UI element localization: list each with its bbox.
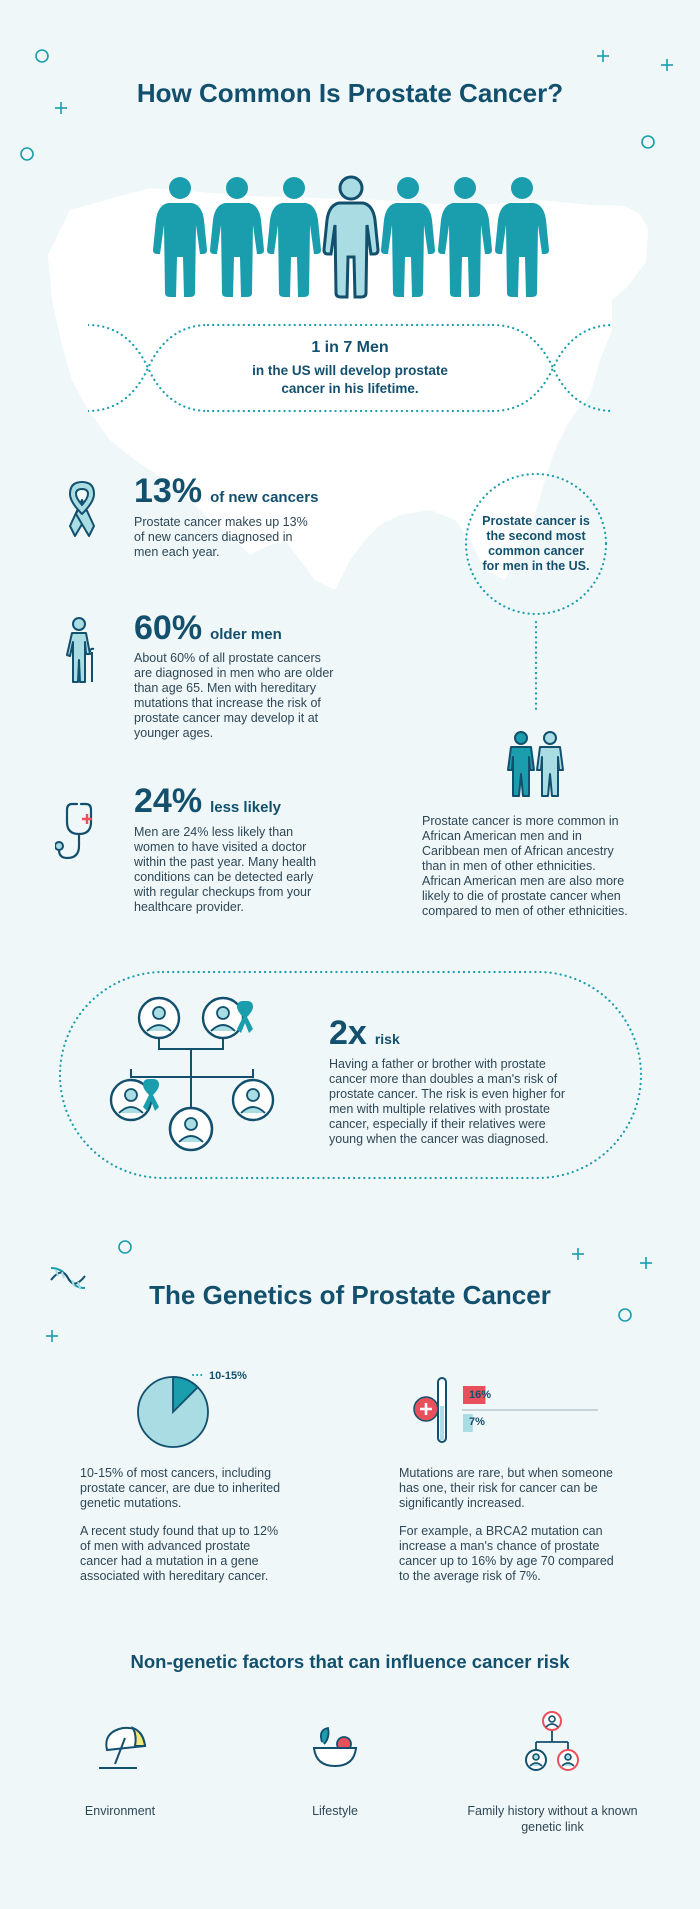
text-line: 10-15% of most cancers, including bbox=[80, 1466, 272, 1480]
text-line: Caribbean men of African ancestry bbox=[422, 844, 614, 858]
stat-13-heading bbox=[134, 474, 394, 508]
subtext-line: cancer in his lifetime. bbox=[281, 381, 419, 396]
text-line: cancer up to 16% by age 70 compared bbox=[399, 1554, 614, 1568]
one-in-seven-headline: 1 in 7 Men bbox=[311, 339, 389, 356]
text-line: are diagnosed in men who are older bbox=[134, 666, 334, 680]
self-avatar bbox=[170, 1108, 212, 1150]
stethoscope-icon bbox=[55, 800, 113, 864]
text-line: of new cancers diagnosed in bbox=[134, 530, 293, 544]
text-line: Family history without a known bbox=[467, 1804, 638, 1818]
text-line: the second most bbox=[486, 529, 586, 543]
stat-60-heading bbox=[134, 611, 394, 645]
father-avatar bbox=[139, 998, 179, 1038]
text-line: women to have visited a doctor bbox=[134, 840, 307, 854]
text-line: cancer, especially if their relatives were bbox=[329, 1117, 546, 1131]
text-line: A recent study found that up to 12% bbox=[80, 1524, 279, 1538]
text-line: conditions can be detected early bbox=[134, 870, 314, 884]
stat-number: 60% bbox=[134, 609, 203, 647]
text-line: significantly increased. bbox=[399, 1496, 525, 1510]
risk-thermometer-icon bbox=[412, 1376, 452, 1446]
inherited-mutation-pie-chart bbox=[136, 1370, 276, 1450]
african-american-description bbox=[422, 814, 662, 919]
sibling-avatar bbox=[233, 1080, 273, 1120]
stat-number: 13% bbox=[134, 472, 203, 510]
stat-24-description bbox=[134, 825, 374, 915]
text-line: cancer had a mutation in a gene bbox=[80, 1554, 259, 1568]
second-most-circle bbox=[462, 470, 610, 710]
text-line: than in men of other ethnicities. bbox=[422, 859, 596, 873]
text-line: younger ages. bbox=[134, 726, 214, 740]
text-line: young when the cancer was diagnosed. bbox=[329, 1132, 549, 1146]
text-line: men with multiple relatives with prostate bbox=[329, 1102, 550, 1116]
text-line: prostate cancer may develop it at bbox=[134, 711, 319, 725]
seven-men-figures bbox=[150, 175, 550, 300]
stat-label: older men bbox=[210, 626, 282, 643]
text-line: Mutations are rare, but when someone bbox=[399, 1466, 614, 1480]
text-line: within the past year. Many health bbox=[134, 855, 317, 869]
factor-family-history-label bbox=[440, 1803, 665, 1835]
family-tree-illustration bbox=[105, 993, 281, 1153]
text-line: associated with hereditary cancer. bbox=[80, 1569, 269, 1583]
stat-label: risk bbox=[374, 1031, 400, 1047]
family-tree-icon bbox=[522, 1710, 582, 1774]
text-line: Having a father or brother with prostate bbox=[329, 1057, 546, 1071]
stat-number: 24% bbox=[134, 782, 203, 820]
text-line: For example, a BRCA2 mutation can bbox=[399, 1524, 603, 1538]
second-most-text bbox=[470, 514, 602, 574]
genetics-left-para1 bbox=[80, 1466, 320, 1511]
text-line: compared to men of other ethnicities. bbox=[422, 904, 628, 918]
stat-label: less likely bbox=[210, 799, 281, 816]
ribbon-icon bbox=[62, 478, 102, 538]
stat-label: of new cancers bbox=[210, 489, 319, 506]
text-line: prostate cancer, are due to inherited bbox=[80, 1481, 281, 1495]
brother-avatar bbox=[111, 1079, 159, 1120]
umbrella-icon bbox=[97, 1724, 149, 1770]
stat-number: 2x bbox=[329, 1014, 367, 1052]
text-line: prostate cancer. The risk is even higher for bbox=[329, 1087, 565, 1101]
genetics-right-para2 bbox=[399, 1524, 659, 1584]
genetics-right-para1 bbox=[399, 1466, 659, 1511]
risk-2x-description bbox=[329, 1057, 609, 1147]
text-line: African American men and in bbox=[422, 829, 582, 843]
text-line: Men are 24% less likely than bbox=[134, 825, 294, 839]
text-line: than age 65. Men with hereditary bbox=[134, 681, 317, 695]
older-man-cane-icon bbox=[64, 616, 100, 684]
genetics-title: The Genetics of Prostate Cancer bbox=[149, 1280, 551, 1310]
text-line: with regular checkups from your bbox=[134, 885, 312, 899]
text-line: of men with advanced prostate bbox=[80, 1539, 251, 1553]
text-line: has one, their risk for cancer can be bbox=[399, 1481, 598, 1495]
one-in-seven-subtext bbox=[200, 362, 500, 398]
risk-2x-heading bbox=[329, 1016, 609, 1050]
text-line: genetic link bbox=[521, 1820, 584, 1834]
text-line: for men in the US. bbox=[482, 559, 590, 573]
text-line: healthcare provider. bbox=[134, 900, 244, 914]
page-title: How Common Is Prostate Cancer? bbox=[136, 78, 564, 108]
fruit-bowl-icon bbox=[312, 1726, 358, 1770]
text-line: common cancer bbox=[488, 544, 584, 558]
stat-24-heading bbox=[134, 784, 394, 818]
text-line: Prostate cancer is bbox=[482, 514, 590, 528]
text-line: mutations that increase the risk of bbox=[134, 696, 321, 710]
bar-label-7: 7% bbox=[469, 1416, 485, 1428]
stat-60-description bbox=[134, 651, 394, 741]
text-line: About 60% of all prostate cancers bbox=[134, 651, 321, 665]
two-men-icon bbox=[505, 730, 567, 798]
text-line: to the average risk of 7%. bbox=[399, 1569, 541, 1583]
text-line: Prostate cancer makes up 13% bbox=[134, 515, 308, 529]
text-line: Prostate cancer is more common in bbox=[422, 814, 619, 828]
text-line: African American men are also more bbox=[422, 874, 625, 888]
text-line: men each year. bbox=[134, 545, 220, 559]
non-genetic-title: Non-genetic factors that can influence cancer risk bbox=[130, 1651, 570, 1672]
text-line: genetic mutations. bbox=[80, 1496, 182, 1510]
factor-lifestyle-label: Lifestyle bbox=[312, 1804, 358, 1818]
bar-label-16: 16% bbox=[469, 1389, 492, 1401]
text-line: likely to die of prostate cancer when bbox=[422, 889, 621, 903]
subtext-line: in the US will develop prostate bbox=[252, 363, 448, 378]
text-line: increase a man's chance of prostate bbox=[399, 1539, 600, 1553]
pie-label: 10-15% bbox=[209, 1370, 247, 1382]
factor-environment-label: Environment bbox=[84, 1804, 156, 1818]
genetics-left-para2 bbox=[80, 1524, 320, 1584]
stat-13-description bbox=[134, 515, 374, 560]
text-line: cancer more than doubles a man's risk of bbox=[329, 1072, 558, 1086]
grandfather-avatar bbox=[203, 998, 253, 1038]
